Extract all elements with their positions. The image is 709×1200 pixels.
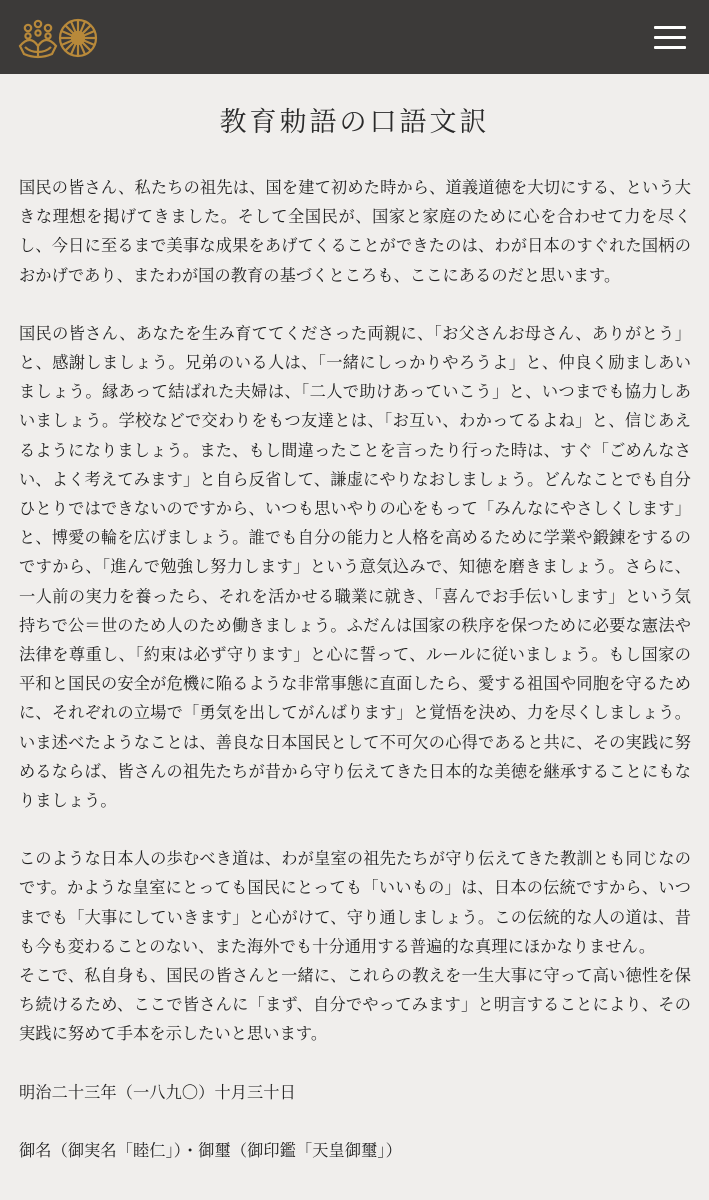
paragraph-3: このような日本人の歩むべき道は、わが皇室の祖先たちが守り伝えてきた教訓とも同じなのです。かような皇室にとっても国民にとっても「いいもの」は、日本の伝統ですから、いつまでも「大事にしていきます」と心がけて、守り通しましょう。この伝統的な人の道は、昔も今も変わることのない、また海外でも十分通用する普遍的な真理にほかなりません。	[19, 849, 691, 956]
signature-line: 御名（御実名「睦仁」）・御璽（御印鑑「天皇御璽」）	[19, 1140, 402, 1160]
paragraph-2: 国民の皆さん、あなたを生み育ててくださった両親に、「お父さんお母さん、ありがとう」と、感謝しましょう。兄弟のいる人は、「一緒にしっかりやろうよ」と、仲良く励ましあいましょう。縁あって結ばれた夫婦は、「二人で助けあっていこう」と、いつまでも協力しあいましょう。学校などで交わりをもつ友達とは、「お互い、わかってるよね」と、信じあえるようになりましょう。また、もし間違ったことを言ったり行った時は、すぐ「ごめんなさい、よく考えてみます」と自ら反省して、謙虚にやりなおしましょう。どんなことでも自分ひとりではできないのですから、いつも思いやりの心をもって「みんなにやさしくします」と、博愛の輪を広げましょう。誰でも自分の能力と人格を高めるために学業や鍛錬をするのですから、「進んで勉強し努力します」という意気込みで、知徳を磨きましょう。さらに、一人前の実力を養ったら、それを活かせる職業に就き、「喜んでお手伝いします」という気持ちで公＝世のため人のため働きましょう。ふだんは国家の秩序を保つために必要な憲法や法律を尊重し、「約束は必ず守ります」と心に誓って、ルールに従いましょう。もし国家の平和と国民の安全が危機に陥るような非常事態に直面したら、愛する祖国や同胞を守るために、それぞれの立場で「勇気を出してがんばります」と覚悟を決め、力を尽くしましょう。いま述べたようなことは、善良な日本国民として不可欠の心得であると共に、その実践に努めるならば、皆さんの祖先たちが昔から守り伝えてきた日本的な美徳を継承することにもなりましょう。	[19, 323, 691, 811]
paragraph-gap	[19, 1107, 691, 1136]
menu-bar	[654, 46, 686, 49]
paragraph-gap	[19, 1049, 691, 1078]
paragraph-1: 国民の皆さん、私たちの祖先は、国を建て初めた時から、道義道徳を大切にする、という大きな理想を掲げてきました。そして全国民が、国家と家庭のために心を合わせて力を尽くし、今日に至るまで美事な成果をあげてくることができたのは、わが日本のすぐれた国柄のおかげであり、またわが国の教育の基づくところも、ここにあるのだと思います。	[19, 178, 691, 285]
paragraph-gap	[19, 815, 691, 844]
paragraph-4: そこで、私自身も、国民の皆さんと一緒に、これらの教えを一生大事に守って高い徳性を保ち続けるため、ここで皆さんに「まず、自分でやってみます」と明言することにより、その実践に努めて手本を示したいと思います。	[19, 966, 691, 1044]
page-title: 教育勅語の口語文訳	[219, 107, 490, 138]
menu-bar	[654, 36, 686, 39]
paragraph-gap	[19, 290, 691, 319]
hamburger-menu-icon[interactable]	[654, 26, 686, 50]
date-line: 明治二十三年（一八九〇）十月三十日	[19, 1082, 296, 1102]
site-header	[0, 0, 709, 74]
menu-bar	[654, 26, 686, 29]
paulownia-crest-icon[interactable]	[16, 16, 98, 60]
article-body	[19, 173, 691, 1165]
